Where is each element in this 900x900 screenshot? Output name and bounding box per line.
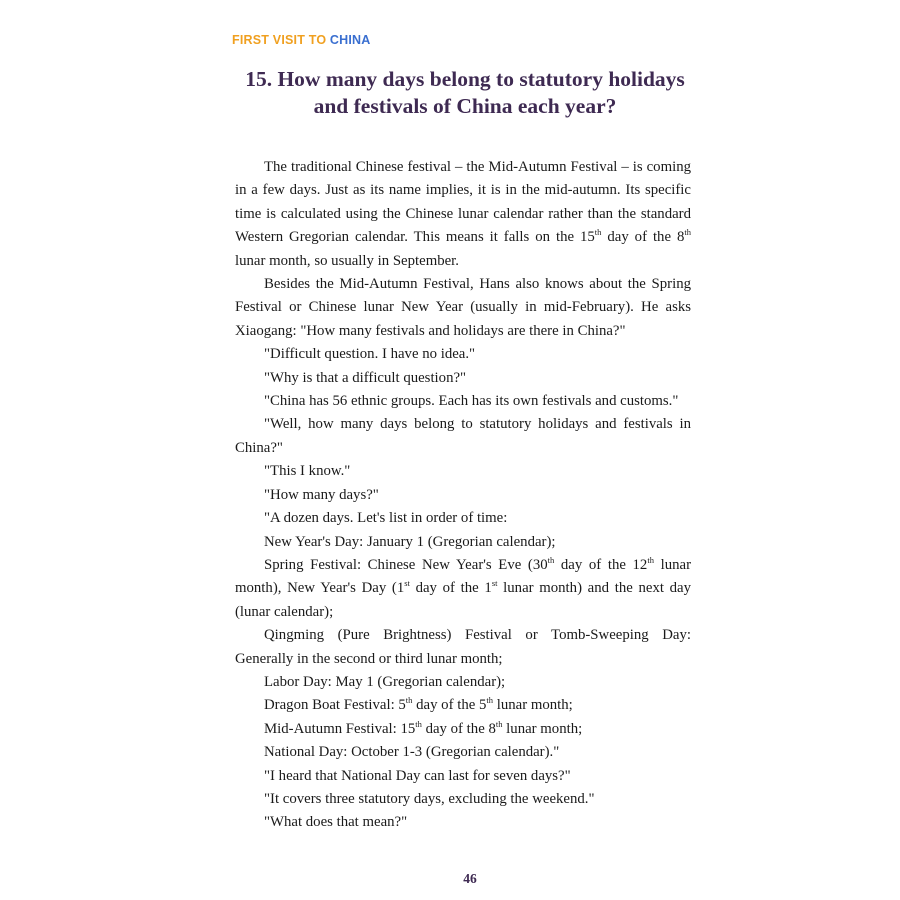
text-run: "China has 56 ethnic groups. Each has its own festivals and customs." <box>264 393 679 410</box>
text-run: lunar month; <box>502 720 583 737</box>
text-run: Labor Day: May 1 (Gregorian calendar); <box>264 673 506 690</box>
ordinal-suffix: th <box>547 554 555 565</box>
paragraph <box>235 460 691 483</box>
paragraph <box>235 811 691 834</box>
running-header-part2: CHINA <box>329 33 371 47</box>
ordinal-suffix: th <box>594 227 602 238</box>
paragraph <box>235 531 691 554</box>
section-title-line2: and festivals of China each year? <box>313 94 617 118</box>
body-text <box>235 156 691 835</box>
ordinal-suffix: th <box>647 554 654 565</box>
paragraph <box>235 718 691 741</box>
text-run: day of the 12 <box>554 556 648 573</box>
paragraph <box>235 741 691 764</box>
text-run: "Why is that a difficult question?" <box>264 369 467 386</box>
text-run: Besides the Mid-Autumn Festival, Hans also knows about the Spring Festival or Chinese lunar New Year (usually in mid-February). He asks Xiaogang: "How many festivals and holidays are there in China?" <box>235 276 691 339</box>
paragraph <box>235 624 691 671</box>
paragraph <box>235 367 691 390</box>
paragraph <box>235 671 691 694</box>
text-run: "What does that mean?" <box>264 814 408 831</box>
text-run: National Day: October 1-3 (Gregorian calendar)." <box>264 744 560 761</box>
ordinal-suffix: th <box>405 695 413 706</box>
text-run: day of the 8 <box>421 720 496 737</box>
paragraph <box>235 390 691 413</box>
paragraph <box>235 413 691 460</box>
text-run: lunar month, so usually in September. <box>235 252 459 269</box>
paragraph <box>235 788 691 811</box>
page-number: 46 <box>463 871 477 886</box>
text-run: Dragon Boat Festival: 5 <box>264 697 406 714</box>
paragraph <box>235 554 691 624</box>
paragraph <box>235 273 691 343</box>
paragraph <box>235 343 691 366</box>
ordinal-suffix: st <box>404 578 410 589</box>
text-run: "It covers three statutory days, excluding the weekend." <box>264 790 595 807</box>
text-run: "How many days?" <box>264 486 379 503</box>
paragraph <box>235 156 691 273</box>
section-title-line1: 15. How many days belong to statutory holidays <box>245 67 685 91</box>
running-header <box>232 33 371 47</box>
text-run: lunar month), New Year's Day (1 <box>235 556 691 597</box>
text-run: The traditional Chinese festival – the Mid-Autumn Festival – is coming in a few days. Just as its name implies, it is in the mid-autumn. Its specific time is calculated using the Chinese lunar calendar rather than the standard Western Gregorian calendar. This means it falls on the 15 <box>235 159 691 246</box>
text-run: lunar month; <box>493 697 573 714</box>
text-run: "Well, how many days belong to statutory holidays and festivals in China?" <box>235 416 691 456</box>
text-run: New Year's Day: January 1 (Gregorian calendar); <box>264 533 556 550</box>
paragraph <box>235 765 691 788</box>
text-run: "This I know." <box>264 463 351 480</box>
text-run: day of the 1 <box>409 580 492 597</box>
text-run: lunar month) and the next day (lunar calendar); <box>235 580 692 620</box>
text-run: day of the 8 <box>601 229 685 246</box>
section-title <box>150 66 780 120</box>
text-run: "A dozen days. Let's list in order of time: <box>264 510 508 527</box>
ordinal-suffix: th <box>684 227 691 238</box>
text-run: "I heard that National Day can last for seven days?" <box>264 767 571 784</box>
text-run: "Difficult question. I have no idea." <box>264 346 476 363</box>
ordinal-suffix: th <box>495 718 503 729</box>
text-run: day of the 5 <box>412 697 487 714</box>
text-run: Mid-Autumn Festival: 15 <box>264 720 416 737</box>
ordinal-suffix: th <box>486 695 494 706</box>
paragraph <box>235 507 691 530</box>
paragraph <box>235 484 691 507</box>
ordinal-suffix: st <box>491 578 498 589</box>
running-header-part1: FIRST VISIT TO <box>232 33 330 47</box>
text-run: Qingming (Pure Brightness) Festival or Tomb-Sweeping Day: Generally in the second or third lunar month; <box>235 627 691 667</box>
paragraph <box>235 694 691 717</box>
text-run: Spring Festival: Chinese New Year's Eve (30 <box>264 556 548 573</box>
ordinal-suffix: th <box>415 718 422 729</box>
